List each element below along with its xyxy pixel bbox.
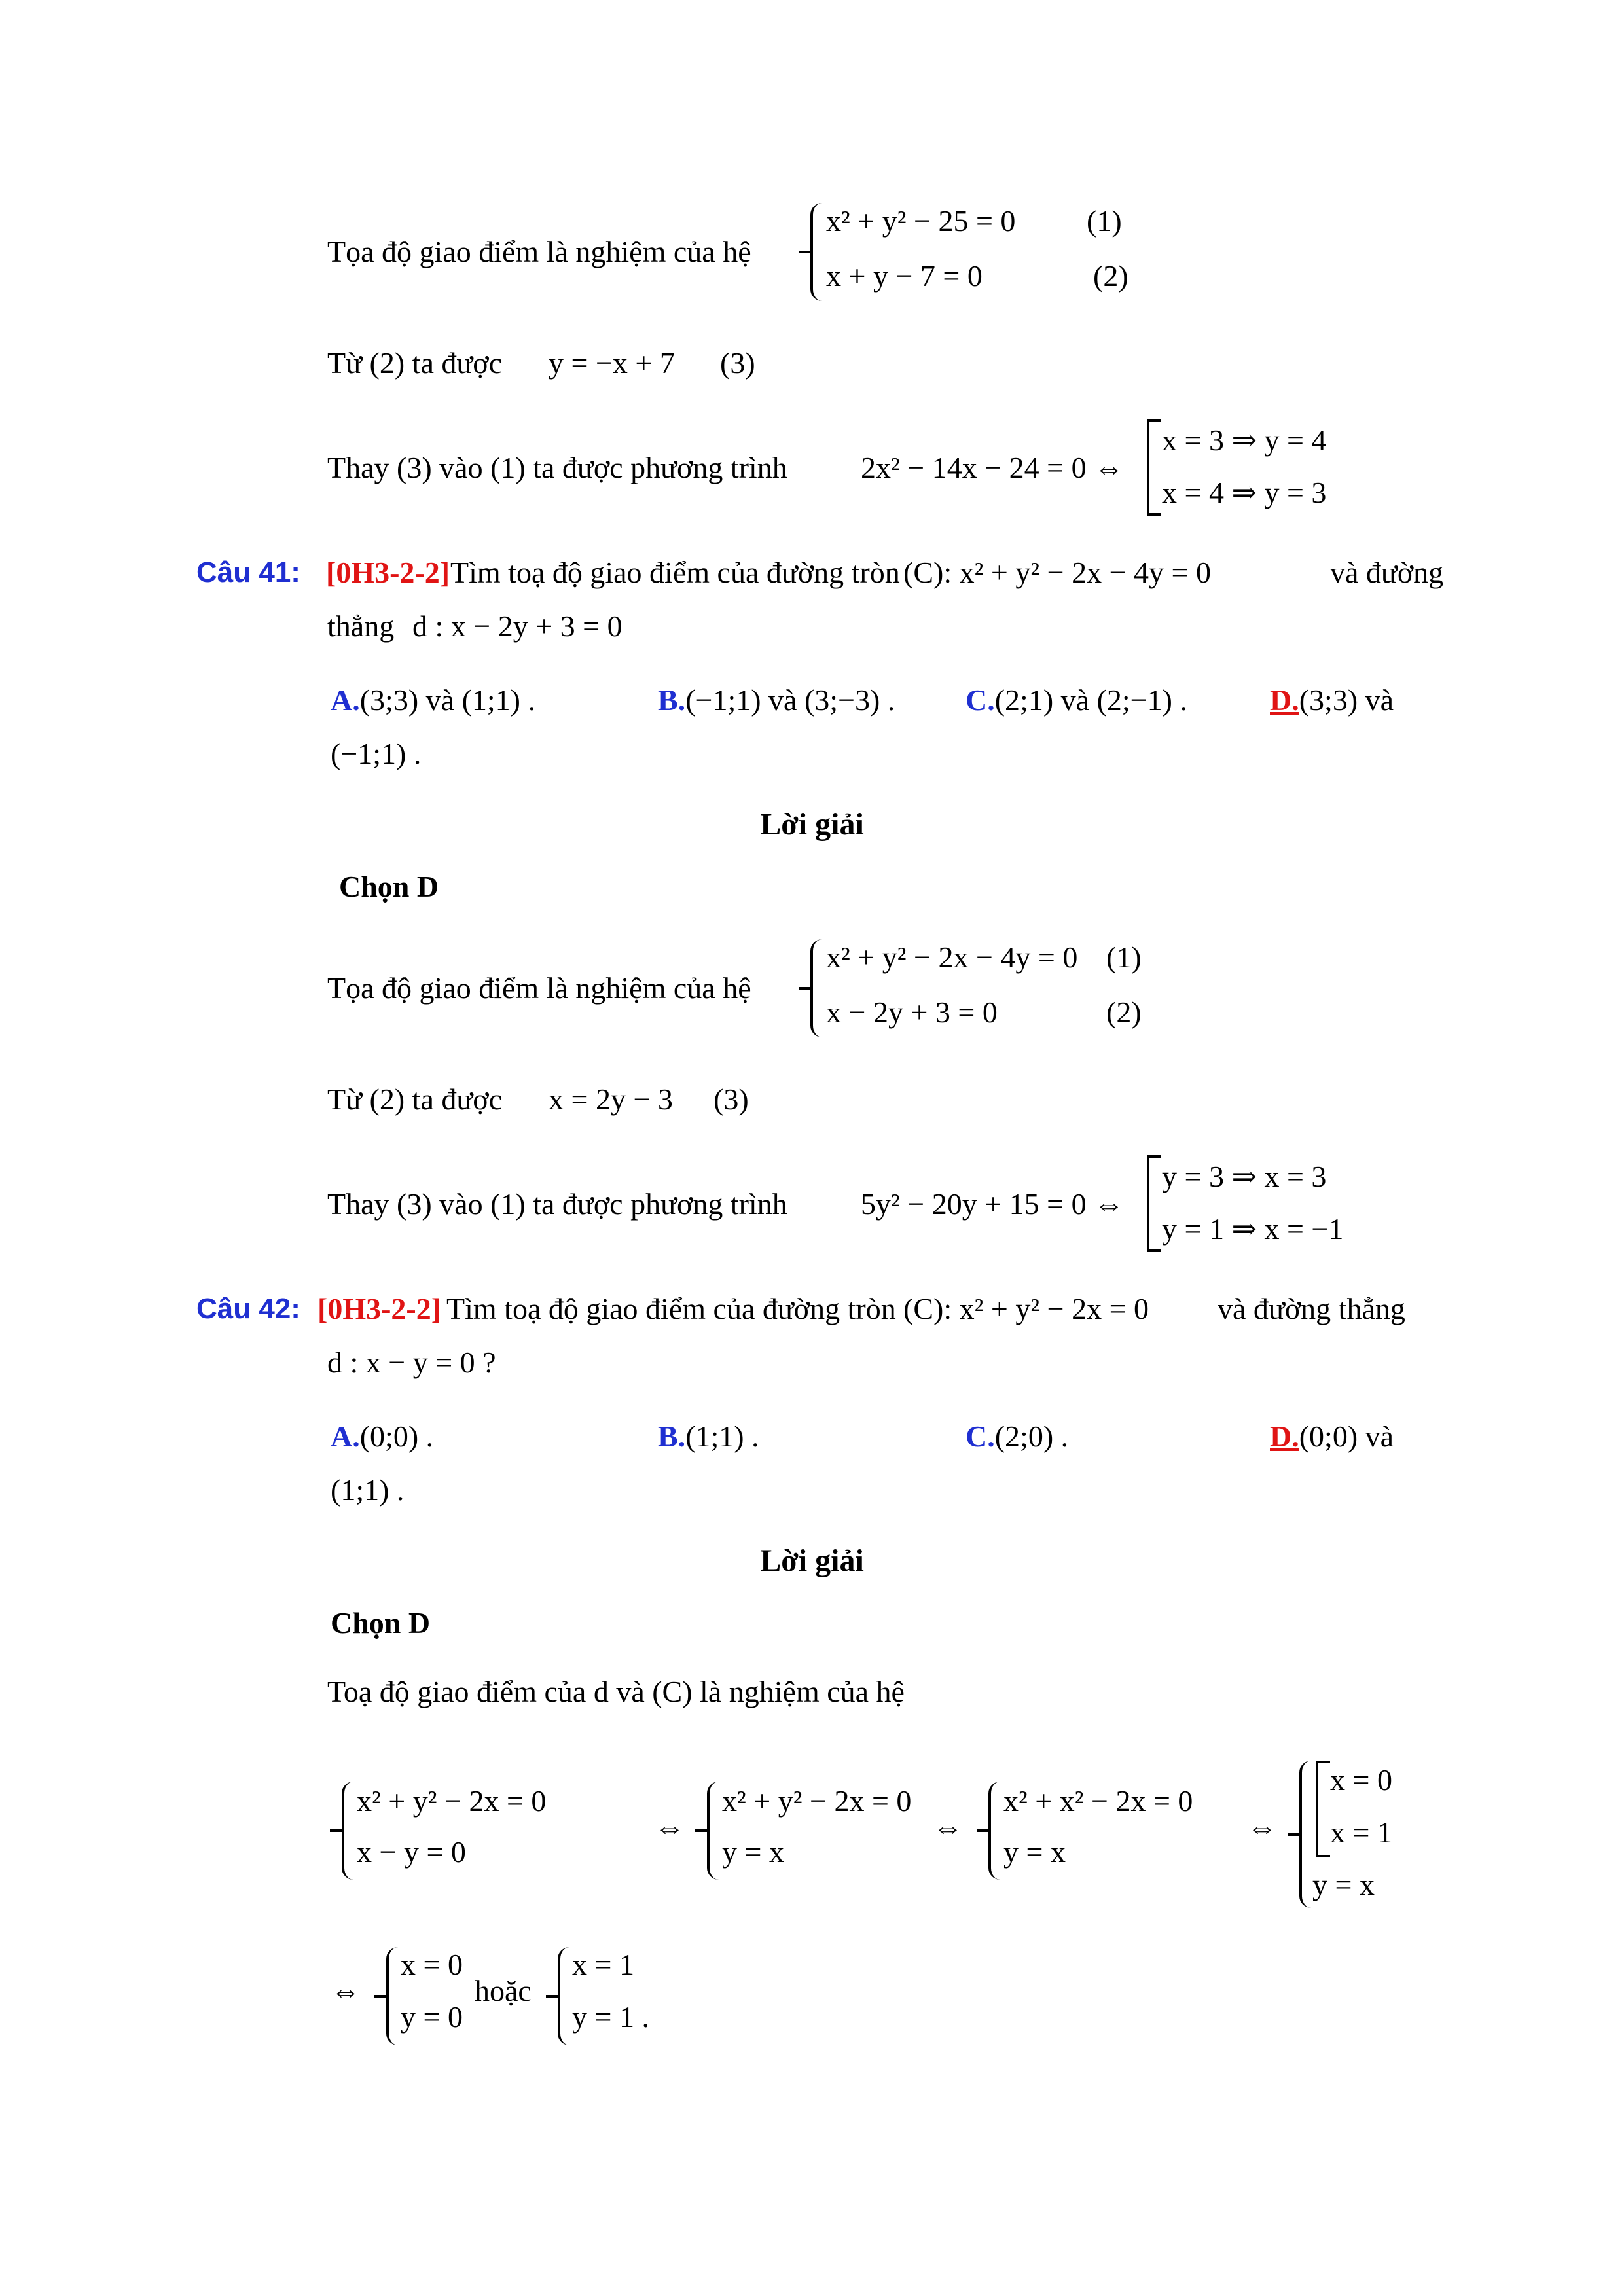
q42-option-b[interactable] <box>658 1417 759 1456</box>
q42-step4-b: x = 1 <box>1330 1816 1392 1849</box>
solution-1: x = 3 ⇒ y = 4 <box>1162 423 1327 457</box>
q42-step1-eq1: x² + y² − 2x = 0 <box>357 1784 547 1818</box>
q42-step2-eq2: y = x <box>722 1835 784 1869</box>
substitution-line: Thay (3) vào (1) ta được phương trình <box>327 451 787 484</box>
q42-step4-bracket <box>1316 1761 1330 1857</box>
question-41-text: Tìm toạ độ giao điểm của đường tròn <box>450 556 900 589</box>
from-equation: y = −x + 7 <box>549 346 675 380</box>
q41-substitution-line: Thay (3) vào (1) ta được phương trình <box>327 1187 787 1221</box>
q42-choose: Chọn D <box>331 1606 431 1640</box>
q42-iff-2: ⇔ <box>933 1810 963 1844</box>
q41-solution-2: y = 1 ⇒ x = −1 <box>1162 1212 1344 1246</box>
q42-option-a[interactable] <box>331 1417 433 1456</box>
question-42-circle: (C): x² + y² − 2x = 0 <box>903 1292 1149 1325</box>
q42-final1-b: y = 0 <box>401 2000 463 2034</box>
q42-option-d-text: (0;0) và <box>1299 1420 1394 1453</box>
substitution-equation: 2x² − 14x − 24 = 0 ⇔ <box>861 451 1125 484</box>
q41-option-c-label: C. <box>965 683 995 717</box>
q41-equation-2-number: (2) <box>1106 996 1142 1029</box>
question-42-text-cont: và đường thẳng <box>1218 1292 1405 1325</box>
question-42-text: Tìm toạ độ giao điểm của đường tròn <box>446 1292 896 1325</box>
q42-option-d-label: D. <box>1270 1420 1299 1453</box>
q42-step2-eq1: x² + y² − 2x = 0 <box>722 1784 912 1818</box>
q41-from-equation: x = 2y − 3 <box>549 1083 673 1116</box>
q41-solution-title: Lời giải <box>760 807 864 842</box>
q41-option-b-label: B. <box>658 683 686 717</box>
q41-option-a[interactable] <box>331 681 535 720</box>
solution-2: x = 4 ⇒ y = 3 <box>1162 476 1327 509</box>
q41-option-c[interactable] <box>965 681 1187 720</box>
q41-equation-1-number: (1) <box>1106 941 1142 974</box>
q42-step3-eq1: x² + x² − 2x = 0 <box>1003 1784 1193 1818</box>
question-42-tag: [0H3-2-2] <box>317 1292 442 1325</box>
q42-system-intro: Toạ độ giao điểm của d và (C) là nghiệm của hệ <box>327 1675 905 1708</box>
q42-step3-eq2: y = x <box>1003 1835 1066 1869</box>
q41-solution-1: y = 3 ⇒ x = 3 <box>1162 1160 1327 1193</box>
question-41-text-2: thẳng <box>327 609 395 643</box>
q41-option-a-text: (3;3) và (1;1) . <box>359 683 535 717</box>
question-41-tag: [0H3-2-2] <box>326 556 450 589</box>
q42-option-c-label: C. <box>965 1420 995 1453</box>
q41-equation-1: x² + y² − 2x − 4y = 0 <box>826 941 1078 974</box>
q42-option-b-text: (1;1) . <box>685 1420 759 1453</box>
q42-iff-1: ⇔ <box>655 1810 685 1844</box>
from-line: Từ (2) ta được <box>327 346 503 380</box>
q41-option-d-label: D. <box>1270 683 1299 717</box>
q41-from-line: Từ (2) ta được <box>327 1083 503 1116</box>
question-41-circle: (C): x² + y² − 2x − 4y = 0 <box>903 556 1211 589</box>
q41-system-intro: Tọa độ giao điểm là nghiệm của hệ <box>327 971 751 1005</box>
q41-from-number: (3) <box>713 1083 749 1116</box>
q42-iff-final: ⇔ <box>331 1974 361 2007</box>
q42-step4-c: y = x <box>1312 1868 1375 1901</box>
from-number: (3) <box>720 346 755 380</box>
solution-bracket <box>1147 419 1161 516</box>
equation-1-number: (1) <box>1087 204 1122 238</box>
q42-or-text: hoặc <box>475 1974 532 2007</box>
q41-option-c-text: (2;1) và (2;−1) . <box>994 683 1187 717</box>
q42-step1-eq2: x − y = 0 <box>357 1835 466 1869</box>
equation-2-number: (2) <box>1093 259 1128 293</box>
q41-choose: Chọn D <box>339 870 439 903</box>
q41-system-brace <box>810 939 827 1037</box>
q42-solution-title: Lời giải <box>760 1543 864 1578</box>
equation-1: x² + y² − 25 = 0 <box>826 204 1016 238</box>
question-41-label: Câu 41: <box>196 556 300 588</box>
q42-option-b-label: B. <box>658 1420 686 1453</box>
q42-option-c-text: (2;0) . <box>994 1420 1069 1453</box>
system-intro: Tọa độ giao điểm là nghiệm của hệ <box>327 235 751 268</box>
q41-option-d-text: (3;3) và <box>1299 683 1394 717</box>
question-41-line-equation: d : x − 2y + 3 = 0 <box>412 609 623 643</box>
q41-solution-bracket <box>1147 1155 1161 1252</box>
q41-option-d-continued: (−1;1) . <box>331 737 422 770</box>
q41-equation-2: x − 2y + 3 = 0 <box>826 996 998 1029</box>
q41-option-b-text: (−1;1) và (3;−3) . <box>685 683 895 717</box>
question-42-line-equation: d : x − y = 0 ? <box>327 1346 496 1379</box>
q42-iff-3: ⇔ <box>1247 1810 1277 1844</box>
q42-final2-b: y = 1 . <box>572 2000 649 2034</box>
q42-option-d-continued: (1;1) . <box>331 1473 405 1507</box>
q42-option-d[interactable] <box>1270 1417 1394 1456</box>
q42-option-a-label: A. <box>331 1420 360 1453</box>
q41-substitution-equation: 5y² − 20y + 15 = 0 ⇔ <box>861 1187 1125 1221</box>
q42-option-c[interactable] <box>965 1417 1068 1456</box>
q42-option-a-text: (0;0) . <box>359 1420 434 1453</box>
equation-2: x + y − 7 = 0 <box>826 259 983 293</box>
system-brace <box>810 203 827 301</box>
q42-step4-a: x = 0 <box>1330 1763 1392 1797</box>
question-41-text-cont: và đường <box>1330 556 1444 589</box>
q42-final2-a: x = 1 <box>572 1948 634 1981</box>
q41-option-d[interactable] <box>1270 681 1394 720</box>
q42-final1-a: x = 0 <box>401 1948 463 1981</box>
question-42-label: Câu 42: <box>196 1293 300 1325</box>
q41-option-b[interactable] <box>658 681 895 720</box>
q41-option-a-label: A. <box>331 683 360 717</box>
